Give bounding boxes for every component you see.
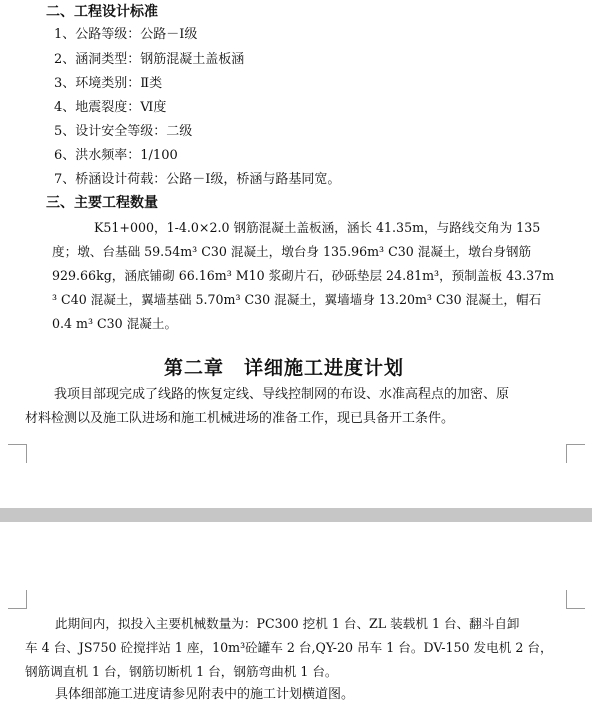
quantities-text-line: 929.66kg，涵底铺砌 66.16m³ M10 浆砌片石，砂砾垫层 24.81m³，预制盖板 43.37m	[52, 268, 555, 283]
standard-item: 1、公路等级：公路－Ⅰ级	[54, 27, 198, 42]
machinery-text-line: 车 4 台、JS750 砼搅拌站 1 座，10m³砼罐车 2 台,QY-20 吊车 1 台。DV-150 发电机 2 台，	[25, 640, 553, 655]
reference-text-line: 具体细部施工进度请参见附表中的施工计划横道图。	[55, 687, 355, 702]
margin-corner-mark	[566, 444, 585, 463]
standard-item: 7、桥涵设计荷载：公路－Ⅰ级，桥涵与路基同宽。	[54, 172, 341, 187]
section-heading-quantities: 三、主要工程数量	[46, 195, 158, 211]
margin-corner-mark	[8, 444, 27, 463]
standard-item: 3、环境类别：Ⅱ类	[54, 76, 163, 91]
intro-text-line: 我项目部现完成了线路的恢复定线、导线控制网的布设、水准高程点的加密、原	[54, 387, 510, 402]
standard-item: 2、涵洞类型：钢筋混凝土盖板涵	[54, 52, 245, 67]
page-separator	[0, 508, 592, 522]
standard-item: 4、地震裂度：Ⅵ度	[54, 100, 167, 115]
section-heading-design-standards: 二、工程设计标准	[46, 4, 158, 20]
quantities-text-line: K51+000，1-4.0×2.0 钢筋混凝土盖板涵，涵长 41.35m，与路线交角为 135	[94, 220, 541, 235]
machinery-text-line: 钢筋调直机 1 台，钢筋切断机 1 台，钢筋弯曲机 1 台。	[25, 664, 338, 679]
standard-item: 5、设计安全等级：二级	[54, 124, 193, 139]
intro-text-line: 材料检测以及施工队进场和施工机械进场的准备工作，现已具备开工条件。	[25, 411, 455, 426]
quantities-text-line: ³ C40 混凝土，翼墙基础 5.70m³ C30 混凝土，翼墙墙身 13.20m³ C30 混凝土，帽石	[52, 292, 542, 307]
chapter-title: 第二章 详细施工进度计划	[164, 357, 405, 379]
machinery-text-line: 此期间内，拟投入主要机械数量为：PC300 挖机 1 台、ZL 装载机 1 台、翻斗自卸	[55, 616, 520, 631]
quantities-text-line: 0.4 m³ C30 混凝土。	[52, 316, 178, 331]
margin-corner-mark	[566, 590, 585, 609]
margin-corner-mark	[8, 590, 27, 609]
document-page-2	[0, 522, 592, 705]
quantities-text-line: 度；墩、台基础 59.54m³ C30 混凝土，墩台身 135.96m³ C30 混凝土，墩台身钢筋	[52, 244, 532, 259]
standard-item: 6、洪水频率：1/100	[54, 148, 178, 163]
